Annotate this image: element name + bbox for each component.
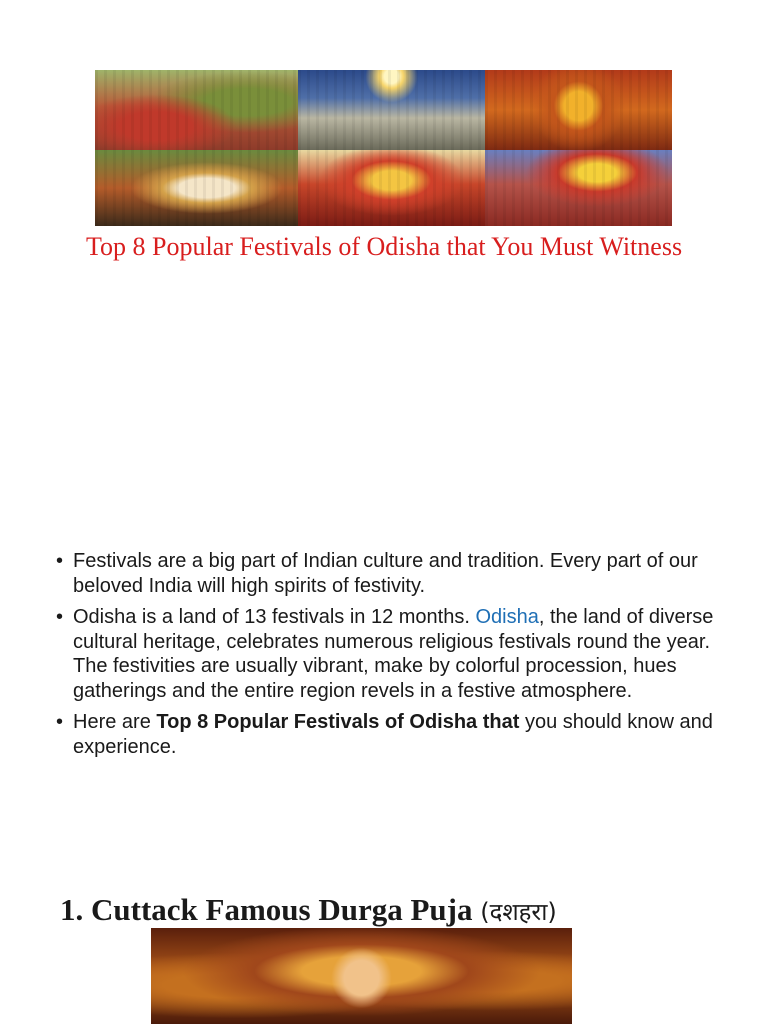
decorated-chariot-photo [298, 150, 485, 226]
list-item [56, 710, 726, 759]
bullet-text: Festivals are a big part of Indian culture and tradition. Every part of our beloved India will high spirits of festivity. [73, 550, 698, 597]
goddess-idol-photo [485, 70, 672, 150]
section-hindi-text: (दशहरा) [480, 898, 557, 926]
list-item [56, 549, 726, 598]
bullet-marker: • [56, 550, 64, 572]
section-title-text: Cuttack Famous Durga Puja [91, 892, 473, 927]
bullet-text: Here are [73, 711, 157, 733]
section-heading [60, 890, 557, 932]
bullet-marker: • [56, 711, 64, 733]
ganesha-idol-photo [95, 150, 298, 226]
lights-crowd-photo [298, 70, 485, 150]
page-title: Top 8 Popular Festivals of Odisha that You Must Witness [85, 232, 683, 261]
rath-yatra-crowd-photo [485, 150, 672, 226]
section-number: 1. [60, 892, 84, 927]
durga-puja-photo [151, 928, 572, 1024]
festival-collage [95, 70, 672, 226]
bullet-text: you should know and experience. [73, 711, 713, 758]
bullet-marker: • [56, 606, 64, 628]
intro-bullet-list [56, 549, 726, 766]
festival-procession-photo [95, 70, 298, 150]
odisha-link[interactable]: Odisha [475, 606, 539, 628]
bullet-bold-text: Top 8 Popular Festivals of Odisha that [156, 711, 520, 733]
list-item [56, 605, 726, 703]
bullet-text: , the land of diverse cultural heritage, celebrates numerous religious festivals round the year. The festivities are usually vibrant, make by colorful procession, hues gatherings and the entire region revels in a festive atmosphere. [73, 606, 714, 702]
bullet-text: Odisha is a land of 13 festivals in 12 months. [73, 606, 476, 628]
